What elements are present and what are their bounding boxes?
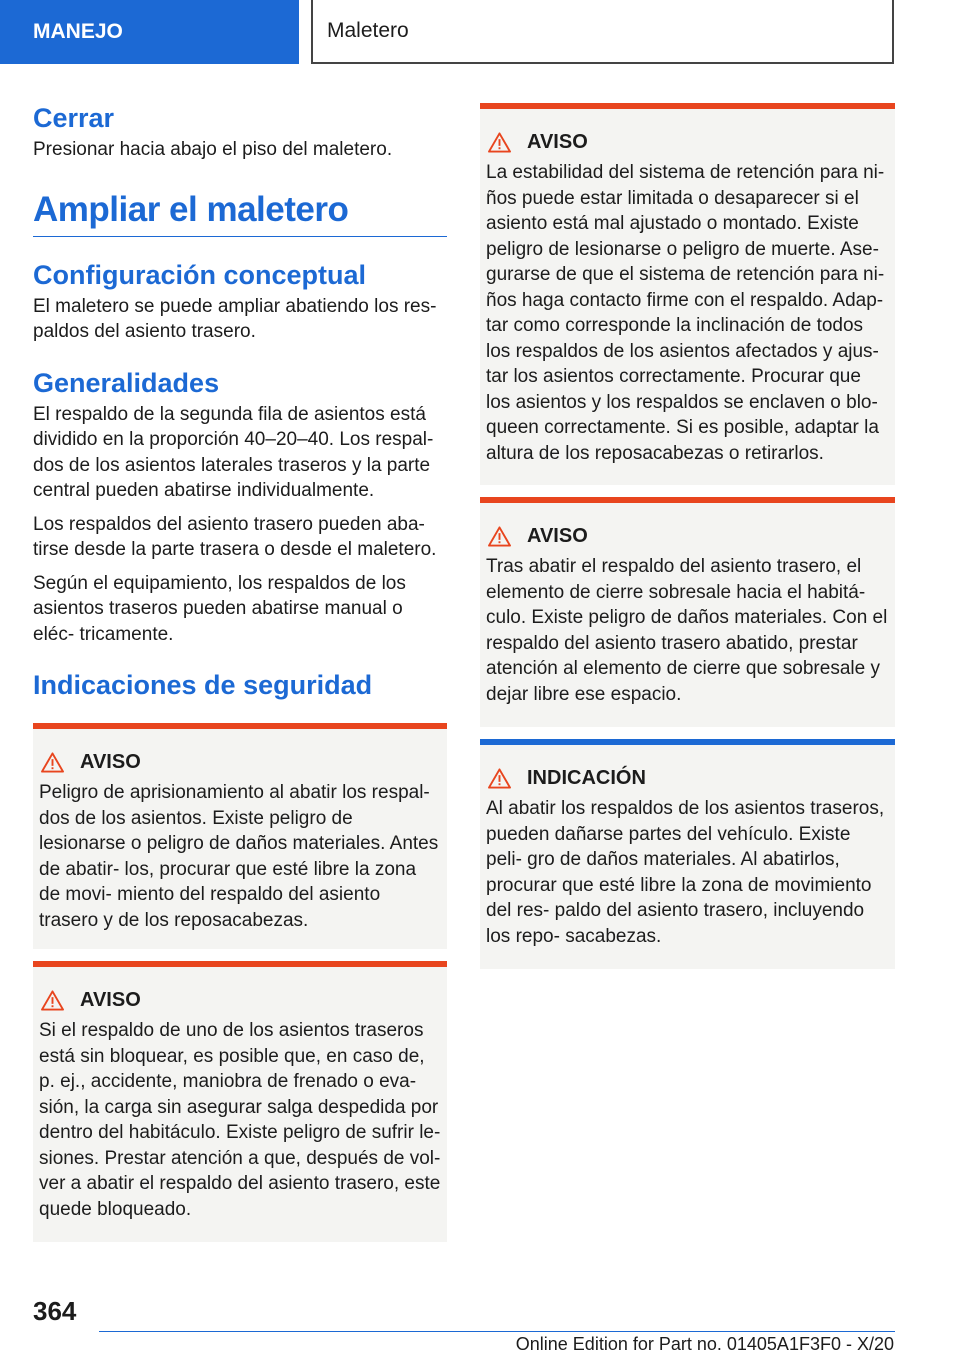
warning-box-4-header — [486, 525, 889, 548]
warning-box-4-title: AVISO — [527, 525, 588, 547]
warning-triangle-icon — [488, 768, 511, 789]
warning-box-1-header — [39, 751, 441, 774]
warning-box-3-text: La estabilidad del sistema de retención para ni‐ ños puede estar limitada o desaparecer si el asiento está mal ajustado o montado. Existe peligro de lesionarse o peligro de muerte. Ase‐ gurarse de que el sistema de retención para ni‐ ños haga contacto firme con el respaldo. Adap‐ tar como corresponde la inclinación de todos los respaldos de los asientos afectados y ajus‐ tar los asientos correctamente. Procurar que los asientos y los respaldos se enclaven o blo‐ queen correctamente. Si es posible, adaptar la altura de los reposacabezas o retirarlos. — [486, 162, 885, 464]
notice-box-text: Al abatir los respaldos de los asientos traseros, pueden dañarse partes del vehículo. Existe peli‐ gro de daños materiales. Al abatirlos, procurar que esté libre la zona de movimiento del res‐ paldo del asiento trasero, incluyendo los repo‐ sacabezas. — [486, 798, 885, 947]
warning-box-3-header — [486, 131, 889, 154]
warning-triangle-icon — [41, 990, 64, 1011]
warning-triangle-icon — [488, 132, 511, 153]
expand-heading: Ampliar el maletero — [33, 189, 349, 229]
warning-box-3 — [480, 103, 895, 485]
warning-box-3-title: AVISO — [527, 131, 588, 153]
concept-text: El maletero se puede ampliar abatiendo los res‐ paldos del asiento trasero. — [33, 295, 437, 342]
warning-box-1-title: AVISO — [80, 751, 141, 773]
close-heading: Cerrar — [33, 103, 115, 133]
general-paragraph-3: Según el equipamiento, los respaldos de los asientos traseros pueden abatirse manual o eléc‐ tricamente. — [33, 572, 406, 645]
warning-triangle-icon — [41, 752, 64, 773]
concept-heading: Configuración conceptual — [33, 259, 367, 290]
warning-box-2-header — [39, 989, 441, 1012]
general-paragraph-1: El respaldo de la segunda fila de asientos está dividido en la proporción 40–20–40. Los respal‐ dos de los asientos laterales traseros y la parte central pueden abatirse individualmente. — [33, 403, 434, 501]
chapter-title: Maletero — [311, 0, 894, 64]
warning-box-4-text: Tras abatir el respaldo del asiento trasero, el elemento de cierre sobresale hacia el habitá‐ culo. Existe peligro de daños materiales. Con el respaldo del asiento trasero abatido, prestar atención al elemento de cierre que sobresale y dejar libre ese espacio. — [486, 556, 888, 705]
safety-heading: Indicaciones de seguridad — [33, 670, 373, 700]
warning-triangle-icon — [488, 526, 511, 547]
right-column — [480, 103, 895, 969]
section-tab: MANEJO — [0, 0, 299, 64]
heading-rule — [33, 236, 447, 237]
footer-rule — [99, 1331, 895, 1332]
notice-box-title: INDICACIÓN — [527, 767, 646, 789]
left-column — [33, 100, 447, 1242]
warning-box-4 — [480, 497, 895, 727]
warning-box-2-title: AVISO — [80, 989, 141, 1011]
warning-box-2 — [33, 961, 447, 1242]
close-text: Presionar hacia abajo el piso del maletero. — [33, 139, 393, 160]
general-paragraph-2: Los respaldos del asiento trasero pueden aba‐ tirse desde la parte trasera o desde el maletero. — [33, 513, 437, 560]
notice-box — [480, 739, 895, 969]
page-number: 364 — [33, 1296, 77, 1326]
notice-box-header — [486, 767, 889, 790]
warning-box-2-text: Si el respaldo de uno de los asientos traseros está sin bloquear, es posible que, en caso de, p. ej., accidente, maniobra de frenado o eva‐ sión, la carga sin asegurar salga despedida por dentro del habitáculo. Existe peligro de sufrir le‐ siones. Prestar atención a que, después de vol‐ ver a abatir el respaldo del asiento trasero, este quede bloqueado. — [39, 1020, 441, 1220]
warning-box-1 — [33, 723, 447, 949]
edition-text: Online Edition for Part no. 01405A1F3F0 - X/20 — [515, 1334, 894, 1354]
warning-box-1-text: Peligro de aprisionamiento al abatir los respal‐ dos de los asientos. Existe peligro de lesionarse o peligro de daños materiales. Antes de abatir‐ los, procurar que esté libre la zona de movi‐ miento del respaldo del asiento trasero y de los reposacabezas. — [39, 782, 439, 931]
general-heading: Generalidades — [33, 367, 220, 398]
